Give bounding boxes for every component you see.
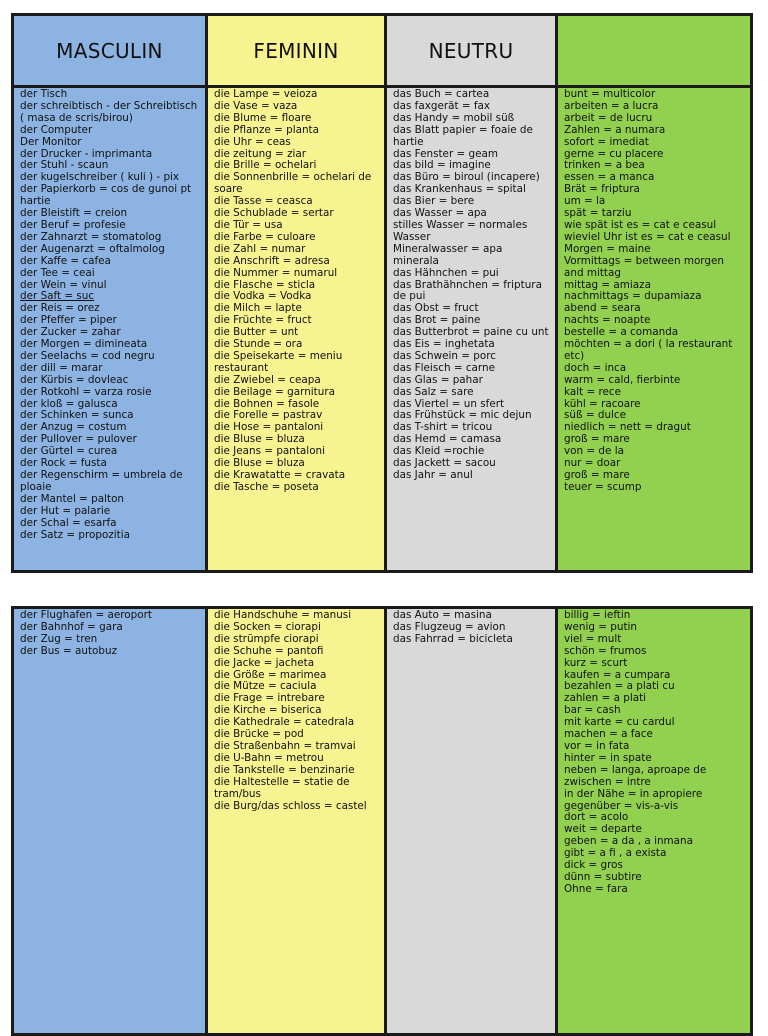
- word-list-masculin: [14, 88, 205, 541]
- vocab-entry: wenig = putin: [564, 620, 637, 633]
- vocab-entry: die Butter = unt: [214, 326, 299, 339]
- column-feminin-2: [205, 609, 384, 1033]
- header-neutru: NEUTRU: [384, 16, 555, 88]
- vocabulary-table-1: [11, 13, 753, 573]
- vocab-entry: der Bahnhof = gara: [20, 620, 123, 633]
- vocab-entry: hinter = in spate: [564, 751, 652, 764]
- vocab-entry: nachmittags = dupamiaza: [564, 290, 702, 303]
- vocab-entry: das Wasser = apa: [393, 207, 487, 220]
- header-feminin: FEMININ: [205, 16, 384, 88]
- vocab-entry: Mineralwasser = apa minerala: [393, 242, 503, 267]
- vocab-entry: nachts = noapte: [564, 314, 651, 327]
- vocab-entry: die Mütze = caciula: [214, 680, 317, 693]
- vocab-entry: die Sonnenbrille = ochelari de soare: [214, 171, 372, 196]
- header-masculin: MASCULIN: [14, 16, 205, 88]
- vocab-entry: süß = dulce: [564, 409, 627, 422]
- vocab-entry: der Hut = palarie: [20, 504, 111, 517]
- vocab-entry: der Kürbis = dovleac: [20, 373, 129, 386]
- vocab-entry: der Computer: [20, 123, 93, 136]
- vocab-entry: viel = mult: [564, 632, 622, 645]
- vocab-entry: der Satz = propozitia: [20, 528, 130, 541]
- vocab-entry: das Hähnchen = pui: [393, 266, 499, 279]
- vocab-entry: der Zug = tren: [20, 632, 98, 645]
- vocab-entry: der Pfeffer = piper: [20, 314, 117, 327]
- vocab-entry: die Blume = floare: [214, 111, 312, 124]
- vocab-entry: das Fahrrad = bicicleta: [393, 632, 513, 645]
- vocab-entry: das Auto = masina: [393, 609, 492, 621]
- vocab-entry: stilles Wasser = normales Wasser: [393, 218, 528, 243]
- vocab-entry: die Hose = pantaloni: [214, 421, 324, 434]
- vocab-entry: die Handschuhe = manusi: [214, 609, 352, 621]
- vocab-entry: die Vase = vaza: [214, 99, 298, 112]
- vocab-entry: der Tee = ceai: [20, 266, 95, 279]
- word-list-other-2: [558, 609, 750, 896]
- vocab-entry: der Rock = fusta: [20, 457, 107, 470]
- vocab-entry: die Bluse = bluza: [214, 433, 305, 446]
- vocab-entry: die Tasche = poseta: [214, 480, 319, 493]
- vocab-entry: die Flasche = sticla: [214, 278, 316, 291]
- vocab-entry: geben = a da , a inmana: [564, 835, 694, 848]
- vocab-entry: der Kaffe = cafea: [20, 254, 111, 267]
- vocab-entry: die Burg/das schloss = castel: [214, 799, 367, 812]
- vocab-entry: vor = in fata: [564, 739, 630, 752]
- vocab-entry: der kloß = galusca: [20, 397, 118, 410]
- vocab-entry: die Schuhe = pantofi: [214, 644, 324, 657]
- vocab-entry: die Haltestelle = statie de tram/bus: [214, 775, 350, 800]
- vocab-entry: schön = frumos: [564, 644, 647, 657]
- vocab-entry: Der Monitor: [20, 135, 82, 148]
- vocab-entry: bestelle = a comanda: [564, 326, 679, 339]
- vocab-entry: die Frage = intrebare: [214, 692, 325, 705]
- vocab-entry: die Größe = marimea: [214, 668, 327, 681]
- vocab-entry: das Buch = cartea: [393, 88, 490, 100]
- vocab-entry: die Farbe = culoare: [214, 230, 316, 243]
- vocab-entry: der Morgen = dimineata: [20, 338, 148, 351]
- vocab-entry: das Fleisch = carne: [393, 361, 495, 374]
- vocab-entry: die Lampe = veioza: [214, 88, 318, 100]
- vocab-entry: kaufen = a cumpara: [564, 668, 671, 681]
- vocab-entry: Zahlen = a numara: [564, 123, 666, 136]
- vocab-entry: niedlich = nett = dragut: [564, 421, 691, 434]
- vocab-entry: der Zahnarzt = stomatolog: [20, 230, 162, 243]
- vocab-entry: neben = langa, aproape de: [564, 763, 707, 776]
- vocab-entry: der Zucker = zahar: [20, 326, 121, 339]
- vocab-entry: die Tankstelle = benzinarie: [214, 763, 355, 776]
- vocab-entry: die Schublade = sertar: [214, 207, 334, 220]
- vocab-entry: die Kirche = biserica: [214, 704, 322, 717]
- vocab-entry: die zeitung = ziar: [214, 147, 307, 160]
- vocab-entry: gegenüber = vis-a-vis: [564, 799, 679, 812]
- vocab-entry: arbeit = de lucru: [564, 111, 653, 124]
- vocab-entry: arbeiten = a lucra: [564, 99, 659, 112]
- word-list-masculin-2: [14, 609, 205, 658]
- vocab-entry: Ohne = fara: [564, 882, 628, 895]
- vocab-entry: teuer = scump: [564, 480, 642, 493]
- vocab-entry: der schreibtisch - der Schreibtisch ( masa de scris/birou): [20, 99, 198, 124]
- vocab-entry: die Anschrift = adresa: [214, 254, 330, 267]
- vocab-entry: der Beruf = profesie: [20, 218, 126, 231]
- vocab-entry: die Speisekarte = meniu restaurant: [214, 349, 343, 374]
- vocab-entry: das Flugzeug = avion: [393, 620, 506, 633]
- vocab-entry: bezahlen = a plati cu: [564, 680, 675, 693]
- vocab-entry: das Brathähnchen = friptura de pui: [393, 278, 542, 303]
- vocab-entry: die Forelle = pastrav: [214, 409, 323, 422]
- vocab-entry: trinken = a bea: [564, 159, 645, 172]
- vocab-entry: mittag = amiaza: [564, 278, 651, 291]
- vocab-entry: der Gürtel = curea: [20, 445, 118, 458]
- vocab-entry: die Zwiebel = ceapa: [214, 373, 321, 386]
- vocab-entry: gibt = a fi , a exista: [564, 847, 667, 860]
- vocab-entry: die Stunde = ora: [214, 338, 303, 351]
- column-masculin: [14, 88, 205, 570]
- word-list-other: [558, 88, 750, 494]
- vocab-entry: der Tisch: [20, 88, 68, 100]
- column-other: [555, 88, 750, 570]
- vocab-entry: machen = a face: [564, 728, 653, 741]
- vocab-entry: die Früchte = fruct: [214, 314, 312, 327]
- vocab-entry: der Bleistift = creion: [20, 207, 128, 220]
- vocab-entry: billig = ieftin: [564, 609, 631, 621]
- vocab-entry: kalt = rece: [564, 385, 622, 398]
- vocab-entry: die Tür = usa: [214, 218, 283, 231]
- vocab-entry: die Nummer = numarul: [214, 266, 338, 279]
- vocab-entry: nur = doar: [564, 457, 621, 470]
- column-masculin-2: [14, 609, 205, 1033]
- vocab-entry: das faxgerät = fax: [393, 99, 491, 112]
- vocab-entry: dort = acolo: [564, 811, 629, 824]
- vocab-entry: der Bus = autobuz: [20, 644, 118, 657]
- vocab-entry: das Handy = mobil süß: [393, 111, 515, 124]
- column-neutru-2: [384, 609, 555, 1033]
- vocab-entry: der dill = marar: [20, 361, 103, 374]
- vocab-entry: die Vodka = Vodka: [214, 290, 312, 303]
- vocab-entry: um = la: [564, 195, 606, 208]
- vocab-entry: die Tasse = ceasca: [214, 195, 313, 208]
- vocab-entry: die Pflanze = planta: [214, 123, 319, 136]
- vocab-entry: der Rotkohl = varza rosie: [20, 385, 152, 398]
- vocab-entry: die Uhr = ceas: [214, 135, 291, 148]
- vocab-entry: essen = a manca: [564, 171, 655, 184]
- vocab-entry: das Glas = pahar: [393, 373, 483, 386]
- vocab-entry: spät = tarziu: [564, 207, 632, 220]
- vocab-entry: das Obst = fruct: [393, 302, 479, 315]
- vocab-entry: das Büro = biroul (incapere): [393, 171, 540, 184]
- word-list-feminin-2: [208, 609, 384, 812]
- vocab-entry: der Flughafen = aeroport: [20, 609, 152, 621]
- vocab-entry: der Schinken = sunca: [20, 409, 134, 422]
- vocab-entry: sofort = imediat: [564, 135, 649, 148]
- vocab-entry: kurz = scurt: [564, 656, 628, 669]
- vocab-entry: die U-Bahn = metrou: [214, 751, 324, 764]
- vocab-entry: in der Nähe = in apropiere: [564, 787, 703, 800]
- word-list-neutru-2: [387, 609, 555, 646]
- vocab-entry: das Butterbrot = paine cu unt: [393, 326, 549, 339]
- vocab-entry: von = de la: [564, 445, 624, 458]
- vocab-entry: das Fenster = geam: [393, 147, 499, 160]
- vocab-entry: die Brille = ochelari: [214, 159, 317, 172]
- vocab-entry: das Salz = sare: [393, 385, 474, 398]
- vocab-entry: der Papierkorb = cos de gunoi pt hartie: [20, 183, 192, 208]
- word-list-neutru: [387, 88, 555, 482]
- vocab-entry: die Jeans = pantaloni: [214, 445, 326, 458]
- vocab-entry: groß = mare: [564, 469, 630, 481]
- header-other: [555, 16, 750, 88]
- vocab-entry: das Viertel = un sfert: [393, 397, 505, 410]
- vocab-entry: der kugelschreiber ( kuli ) - pix: [20, 171, 180, 184]
- vocab-entry: der Pullover = pulover: [20, 433, 137, 446]
- vocab-entry: das bild = imagine: [393, 159, 491, 172]
- vocab-entry: gerne = cu placere: [564, 147, 664, 160]
- vocab-entry: bar = cash: [564, 704, 621, 717]
- vocab-entry: das Blatt papier = foaie de hartie: [393, 123, 533, 148]
- vocab-entry: Morgen = maine: [564, 242, 651, 255]
- vocab-entry: wieviel Uhr ist es = cat e ceasul: [564, 230, 731, 243]
- vocab-entry: der Saft = suc: [20, 290, 95, 303]
- vocab-entry: das Jackett = sacou: [393, 457, 496, 470]
- vocab-entry: möchten = a dori ( la restaurant etc): [564, 338, 733, 362]
- vocabulary-table-2: [11, 606, 753, 1036]
- vocab-entry: dünn = subtire: [564, 870, 642, 883]
- vocab-entry: weit = departe: [564, 823, 642, 836]
- column-feminin: [205, 88, 384, 570]
- vocab-entry: der Seelachs = cod negru: [20, 349, 155, 362]
- vocab-entry: das Jahr = anul: [393, 469, 473, 481]
- vocab-entry: das Kleid =rochie: [393, 445, 485, 458]
- vocab-entry: das Frühstück = mic dejun: [393, 409, 532, 422]
- vocab-entry: dick = gros: [564, 859, 623, 872]
- vocab-entry: doch = inca: [564, 361, 627, 374]
- vocab-entry: abend = seara: [564, 302, 641, 315]
- vocab-entry: die Jacke = jacheta: [214, 656, 315, 669]
- column-other-2: [555, 609, 750, 1033]
- vocab-entry: bunt = multicolor: [564, 88, 656, 100]
- vocab-entry: das Krankenhaus = spital: [393, 183, 526, 196]
- vocab-entry: das Schwein = porc: [393, 349, 496, 362]
- vocab-entry: die Socken = ciorapi: [214, 620, 321, 633]
- vocab-entry: das Eis = inghetata: [393, 338, 495, 351]
- vocab-entry: das Hemd = camasa: [393, 433, 502, 446]
- vocab-entry: groß = mare: [564, 433, 630, 446]
- vocab-entry: die strümpfe ciorapi: [214, 632, 319, 645]
- vocab-entry: mit karte = cu cardul: [564, 716, 675, 729]
- vocab-entry: die Zahl = numar: [214, 242, 306, 255]
- vocab-entry: der Augenarzt = oftalmolog: [20, 242, 165, 255]
- vocab-entry: der Mantel = palton: [20, 492, 125, 505]
- vocab-entry: der Drucker - imprimanta: [20, 147, 153, 160]
- vocab-entry: die Brücke = pod: [214, 728, 304, 741]
- vocab-entry: die Krawatatte = cravata: [214, 469, 346, 481]
- vocab-entry: der Anzug = costum: [20, 421, 127, 434]
- vocab-entry: kühl = racoare: [564, 397, 641, 410]
- vocab-entry: wie spät ist es = cat e ceasul: [564, 218, 717, 231]
- vocab-entry: das Brot = paine: [393, 314, 481, 327]
- vocab-entry: das T-shirt = tricou: [393, 421, 493, 434]
- vocab-entry: die Milch = lapte: [214, 302, 302, 315]
- vocab-entry: die Kathedrale = catedrala: [214, 716, 355, 729]
- vocab-entry: Brät = friptura: [564, 183, 640, 196]
- vocab-entry: zwischen = intre: [564, 775, 651, 788]
- vocab-entry: die Beilage = garnitura: [214, 385, 335, 398]
- vocab-entry: Vormittags = between morgen and mittag: [564, 254, 724, 279]
- vocab-entry: der Reis = orez: [20, 302, 100, 315]
- word-list-feminin: [208, 88, 384, 494]
- vocab-entry: warm = cald, fierbinte: [564, 373, 681, 386]
- vocab-entry: zahlen = a plati: [564, 692, 647, 705]
- vocab-entry: der Regenschirm = umbrela de ploaie: [20, 469, 183, 493]
- vocab-entry: die Bluse = bluza: [214, 457, 305, 470]
- vocab-entry: der Wein = vinul: [20, 278, 107, 291]
- vocab-entry: die Straßenbahn = tramvai: [214, 739, 356, 752]
- vocab-entry: das Bier = bere: [393, 195, 475, 208]
- column-neutru: [384, 88, 555, 570]
- vocab-entry: der Schal = esarfa: [20, 516, 117, 529]
- vocab-entry: der Stuhl - scaun: [20, 159, 109, 172]
- vocab-entry: die Bohnen = fasole: [214, 397, 320, 410]
